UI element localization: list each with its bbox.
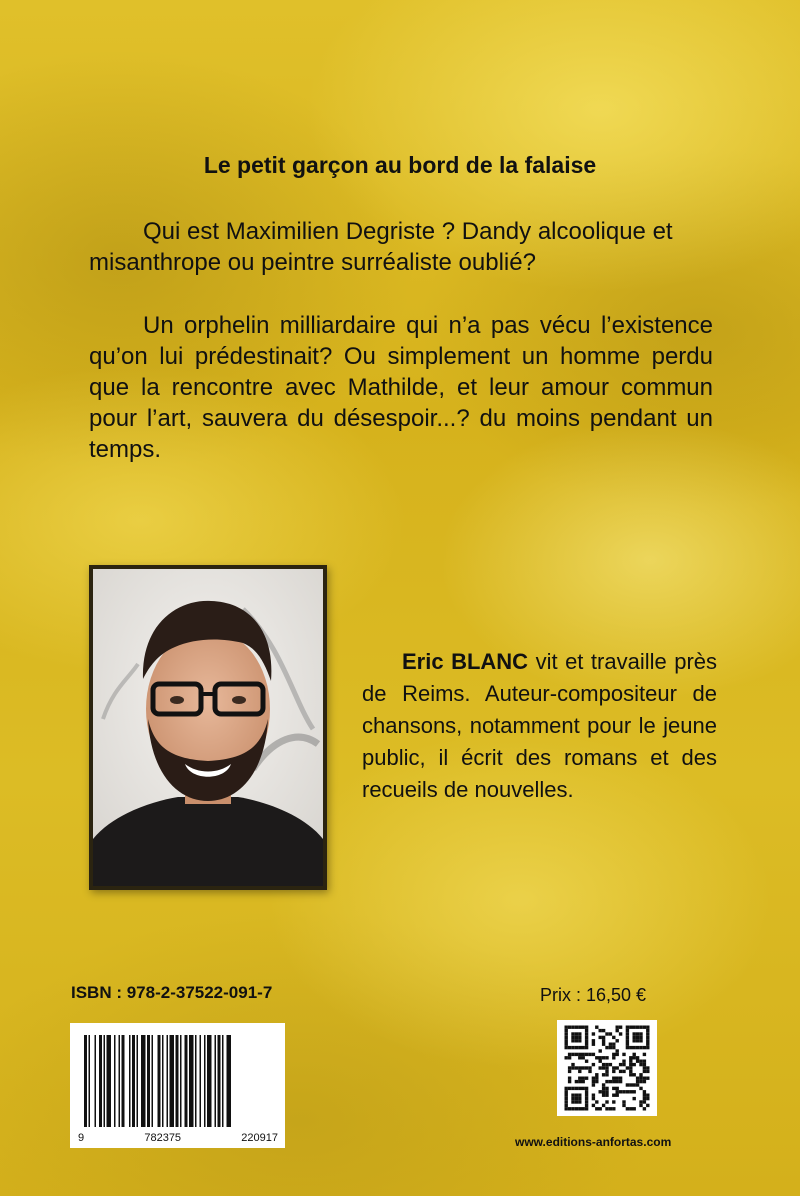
synopsis-paragraph-2: Un orphelin milliardaire qui n’a pas vécu l’existence qu’on lui prédestinait? Ou simplement un homme perdu que la rencontre avec Mathilde, et leur amour commun pour l’art, sauvera du désespoir...? du moins pendant un temps.	[89, 312, 713, 463]
barcode-bars	[70, 1023, 285, 1148]
qr-code-modules	[557, 1020, 657, 1116]
barcode-digit-group: 9	[78, 1132, 85, 1144]
author-photo	[89, 565, 327, 890]
price-label: Prix : 16,50 €	[540, 985, 647, 1005]
barcode-digits	[78, 1132, 278, 1144]
qr-code	[557, 1020, 657, 1116]
author-bio-text: vit et travaille près de Reims. Auteur-compositeur de chansons, notamment pour le jeune public, il écrit des romans et des recueils de nouvelles.	[362, 649, 718, 802]
barcode	[70, 1023, 285, 1148]
isbn-label: ISBN : 978-2-37522-091-7	[71, 983, 273, 1002]
publisher-website: www.editions-anfortas.com	[515, 1135, 672, 1149]
synopsis-paragraph-1: Qui est Maximilien Degriste ? Dandy alcoolique et misanthrope ou peintre surréaliste oublié?	[89, 218, 673, 276]
author-name: Eric BLANC	[402, 649, 529, 674]
author-bio	[362, 646, 717, 806]
barcode-digit-group: 220917	[241, 1132, 278, 1144]
barcode-digit-group: 782375	[144, 1132, 182, 1144]
book-title: Le petit garçon au bord de la falaise	[203, 152, 597, 178]
